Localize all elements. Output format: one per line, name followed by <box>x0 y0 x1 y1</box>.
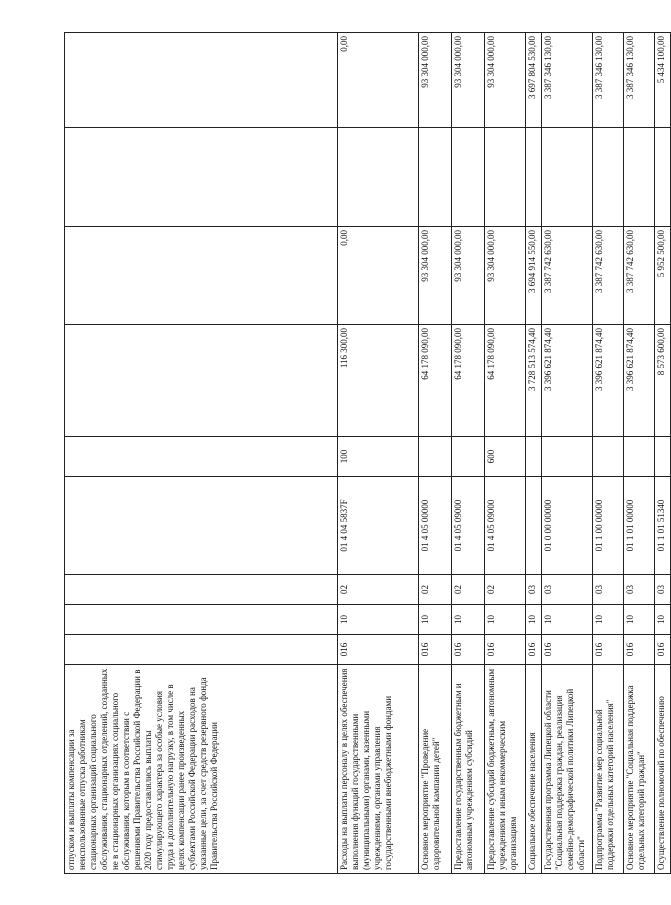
cell-pr: 02 <box>452 575 485 605</box>
cell-v2: 93 304 000,00 <box>452 227 485 325</box>
cell-vr: 100 <box>338 437 419 477</box>
cell-csr: 01 4 04 5837F <box>338 477 419 575</box>
cell-rz: 10 <box>526 605 542 635</box>
cell-rz: 10 <box>485 605 526 635</box>
cell-v3 <box>624 128 655 227</box>
cell-rz: 10 <box>655 605 671 635</box>
cell-name: Подпрограмма "Развитие мер социальной поддержки отдельных категорий населения" <box>593 665 624 874</box>
cell-csr: 01 1 00 00000 <box>593 477 624 575</box>
table-row <box>655 33 671 874</box>
cell-v4: 3 387 346 130,00 <box>593 33 624 128</box>
cell-v3 <box>338 128 419 227</box>
cell-v4: 93 304 000,00 <box>419 33 452 128</box>
cell-pr: 03 <box>593 575 624 605</box>
cell-v1: 3 396 621 874,40 <box>542 325 593 437</box>
cell-pr: 03 <box>542 575 593 605</box>
table-row <box>65 33 338 874</box>
table-row <box>452 33 485 874</box>
cell-name: Основное мероприятие "Проведение оздоровительной кампании детей" <box>419 665 452 874</box>
cell-name: Предоставление государственным бюджетным и автономным учреждениям субсидий <box>452 665 485 874</box>
cell-name: Осуществление полномочий по обеспечению <box>655 665 671 874</box>
cell-v4: 3 697 804 530,00 <box>526 33 542 128</box>
cell-v4: 5 434 100,00 <box>655 33 671 128</box>
cell-name: Государственная программа Липецкой области "Социальная поддержка граждан, реализация семейно-демографической политики Липецкой области" <box>542 665 593 874</box>
cell-vr <box>526 437 542 477</box>
cell-vr <box>655 437 671 477</box>
cell-v1: 3 396 621 874,40 <box>593 325 624 437</box>
cell-name: Расходы на выплаты персоналу в целях обеспечения выполнения функций государственными (муниципальными) органами, казенными учреждениями, органами управления государственными внебюджетными фондами <box>338 665 419 874</box>
cell-v2: 0,00 <box>338 227 419 325</box>
cell-name: Основное мероприятие "Социальная поддержка отдельных категорий граждан" <box>624 665 655 874</box>
cell-ved: 016 <box>655 635 671 665</box>
cell-csr: 01 4 05 00000 <box>419 477 452 575</box>
cell-rz: 10 <box>452 605 485 635</box>
cell-v2: 3 387 742 630,00 <box>624 227 655 325</box>
cell-name: Предоставление субсидий бюджетным, автономным учреждениям и иным некоммерческим организациям <box>485 665 526 874</box>
cell-v4: 0,00 <box>338 33 419 128</box>
cell-vr <box>624 437 655 477</box>
cell-v1: 64 178 090,00 <box>452 325 485 437</box>
cell-ved: 016 <box>542 635 593 665</box>
cell-v4: 3 387 346 130,00 <box>624 33 655 128</box>
cell-v4: 93 304 000,00 <box>485 33 526 128</box>
cell-v2: 3 387 742 630,00 <box>542 227 593 325</box>
cell-vr <box>419 437 452 477</box>
cell-rz: 10 <box>624 605 655 635</box>
cell-pr: 03 <box>624 575 655 605</box>
cell-csr: 01 1 01 00000 <box>624 477 655 575</box>
table-row <box>542 33 593 874</box>
cell-v3 <box>593 128 624 227</box>
table-row <box>624 33 655 874</box>
cell-csr: 01 0 00 00000 <box>542 477 593 575</box>
cell-v3 <box>65 128 338 227</box>
cell-pr: 02 <box>338 575 419 605</box>
cell-rz: 10 <box>542 605 593 635</box>
cell-pr: 03 <box>655 575 671 605</box>
cell-rz: 10 <box>338 605 419 635</box>
cell-v2: 93 304 000,00 <box>485 227 526 325</box>
cell-name: отпуском и выплаты компенсации за неиспользованные отпуска работникам стационарных организаций социального обслуживания, стационарных отделений, созданных не в стационарных организациях социального обслуживания, которым в соответствии с решениями Правительства Российской Федерации в 2020 году предоставлялись выплаты стимулирующего характера за особые условия труда и дополнительную нагрузку, в том числе в целях компенсации ранее произведенных субъектами Российской Федерации расходов на указанные цели, за счет средств резервного фонда Правительства Российской Федерации <box>65 665 338 874</box>
budget-table <box>64 32 671 874</box>
cell-v2: 3 694 914 550,00 <box>526 227 542 325</box>
cell-v4: 93 304 000,00 <box>452 33 485 128</box>
cell-csr <box>65 477 338 575</box>
cell-vr: 600 <box>485 437 526 477</box>
cell-vr <box>542 437 593 477</box>
cell-csr: 01 1 01 51340 <box>655 477 671 575</box>
cell-ved: 016 <box>452 635 485 665</box>
cell-pr: 02 <box>419 575 452 605</box>
cell-v1: 3 396 621 874,40 <box>624 325 655 437</box>
cell-rz: 10 <box>419 605 452 635</box>
cell-v4: 3 387 346 130,00 <box>542 33 593 128</box>
cell-vr <box>65 437 338 477</box>
cell-csr <box>526 477 542 575</box>
cell-ved: 016 <box>526 635 542 665</box>
cell-v2: 93 304 000,00 <box>419 227 452 325</box>
cell-v3 <box>542 128 593 227</box>
cell-v3 <box>655 128 671 227</box>
cell-v1: 3 728 513 574,40 <box>526 325 542 437</box>
cell-v1: 116 300,00 <box>338 325 419 437</box>
cell-v3 <box>419 128 452 227</box>
cell-rz: 10 <box>593 605 624 635</box>
table-body <box>65 33 671 874</box>
cell-pr: 02 <box>485 575 526 605</box>
table-row <box>485 33 526 874</box>
cell-v3 <box>526 128 542 227</box>
cell-pr: 03 <box>526 575 542 605</box>
cell-ved: 016 <box>593 635 624 665</box>
cell-v2: 5 952 500,00 <box>655 227 671 325</box>
table-row <box>338 33 419 874</box>
table-row <box>526 33 542 874</box>
cell-csr: 01 4 05 09000 <box>452 477 485 575</box>
cell-ved: 016 <box>419 635 452 665</box>
cell-v2 <box>65 227 338 325</box>
cell-ved: 016 <box>485 635 526 665</box>
rotated-page <box>64 33 666 874</box>
cell-vr <box>452 437 485 477</box>
cell-vr <box>593 437 624 477</box>
cell-csr: 01 4 05 09000 <box>485 477 526 575</box>
cell-v1 <box>65 325 338 437</box>
cell-ved: 016 <box>338 635 419 665</box>
cell-v1: 8 573 600,00 <box>655 325 671 437</box>
cell-pr <box>65 575 338 605</box>
cell-v3 <box>485 128 526 227</box>
cell-v4 <box>65 33 338 128</box>
cell-v1: 64 178 090,00 <box>419 325 452 437</box>
cell-v2: 3 387 742 630,00 <box>593 227 624 325</box>
table-row <box>419 33 452 874</box>
table-row <box>593 33 624 874</box>
cell-name: Социальное обеспечение населения <box>526 665 542 874</box>
cell-rz <box>65 605 338 635</box>
cell-ved: 016 <box>624 635 655 665</box>
cell-ved <box>65 635 338 665</box>
cell-v1: 64 178 090,00 <box>485 325 526 437</box>
cell-v3 <box>452 128 485 227</box>
